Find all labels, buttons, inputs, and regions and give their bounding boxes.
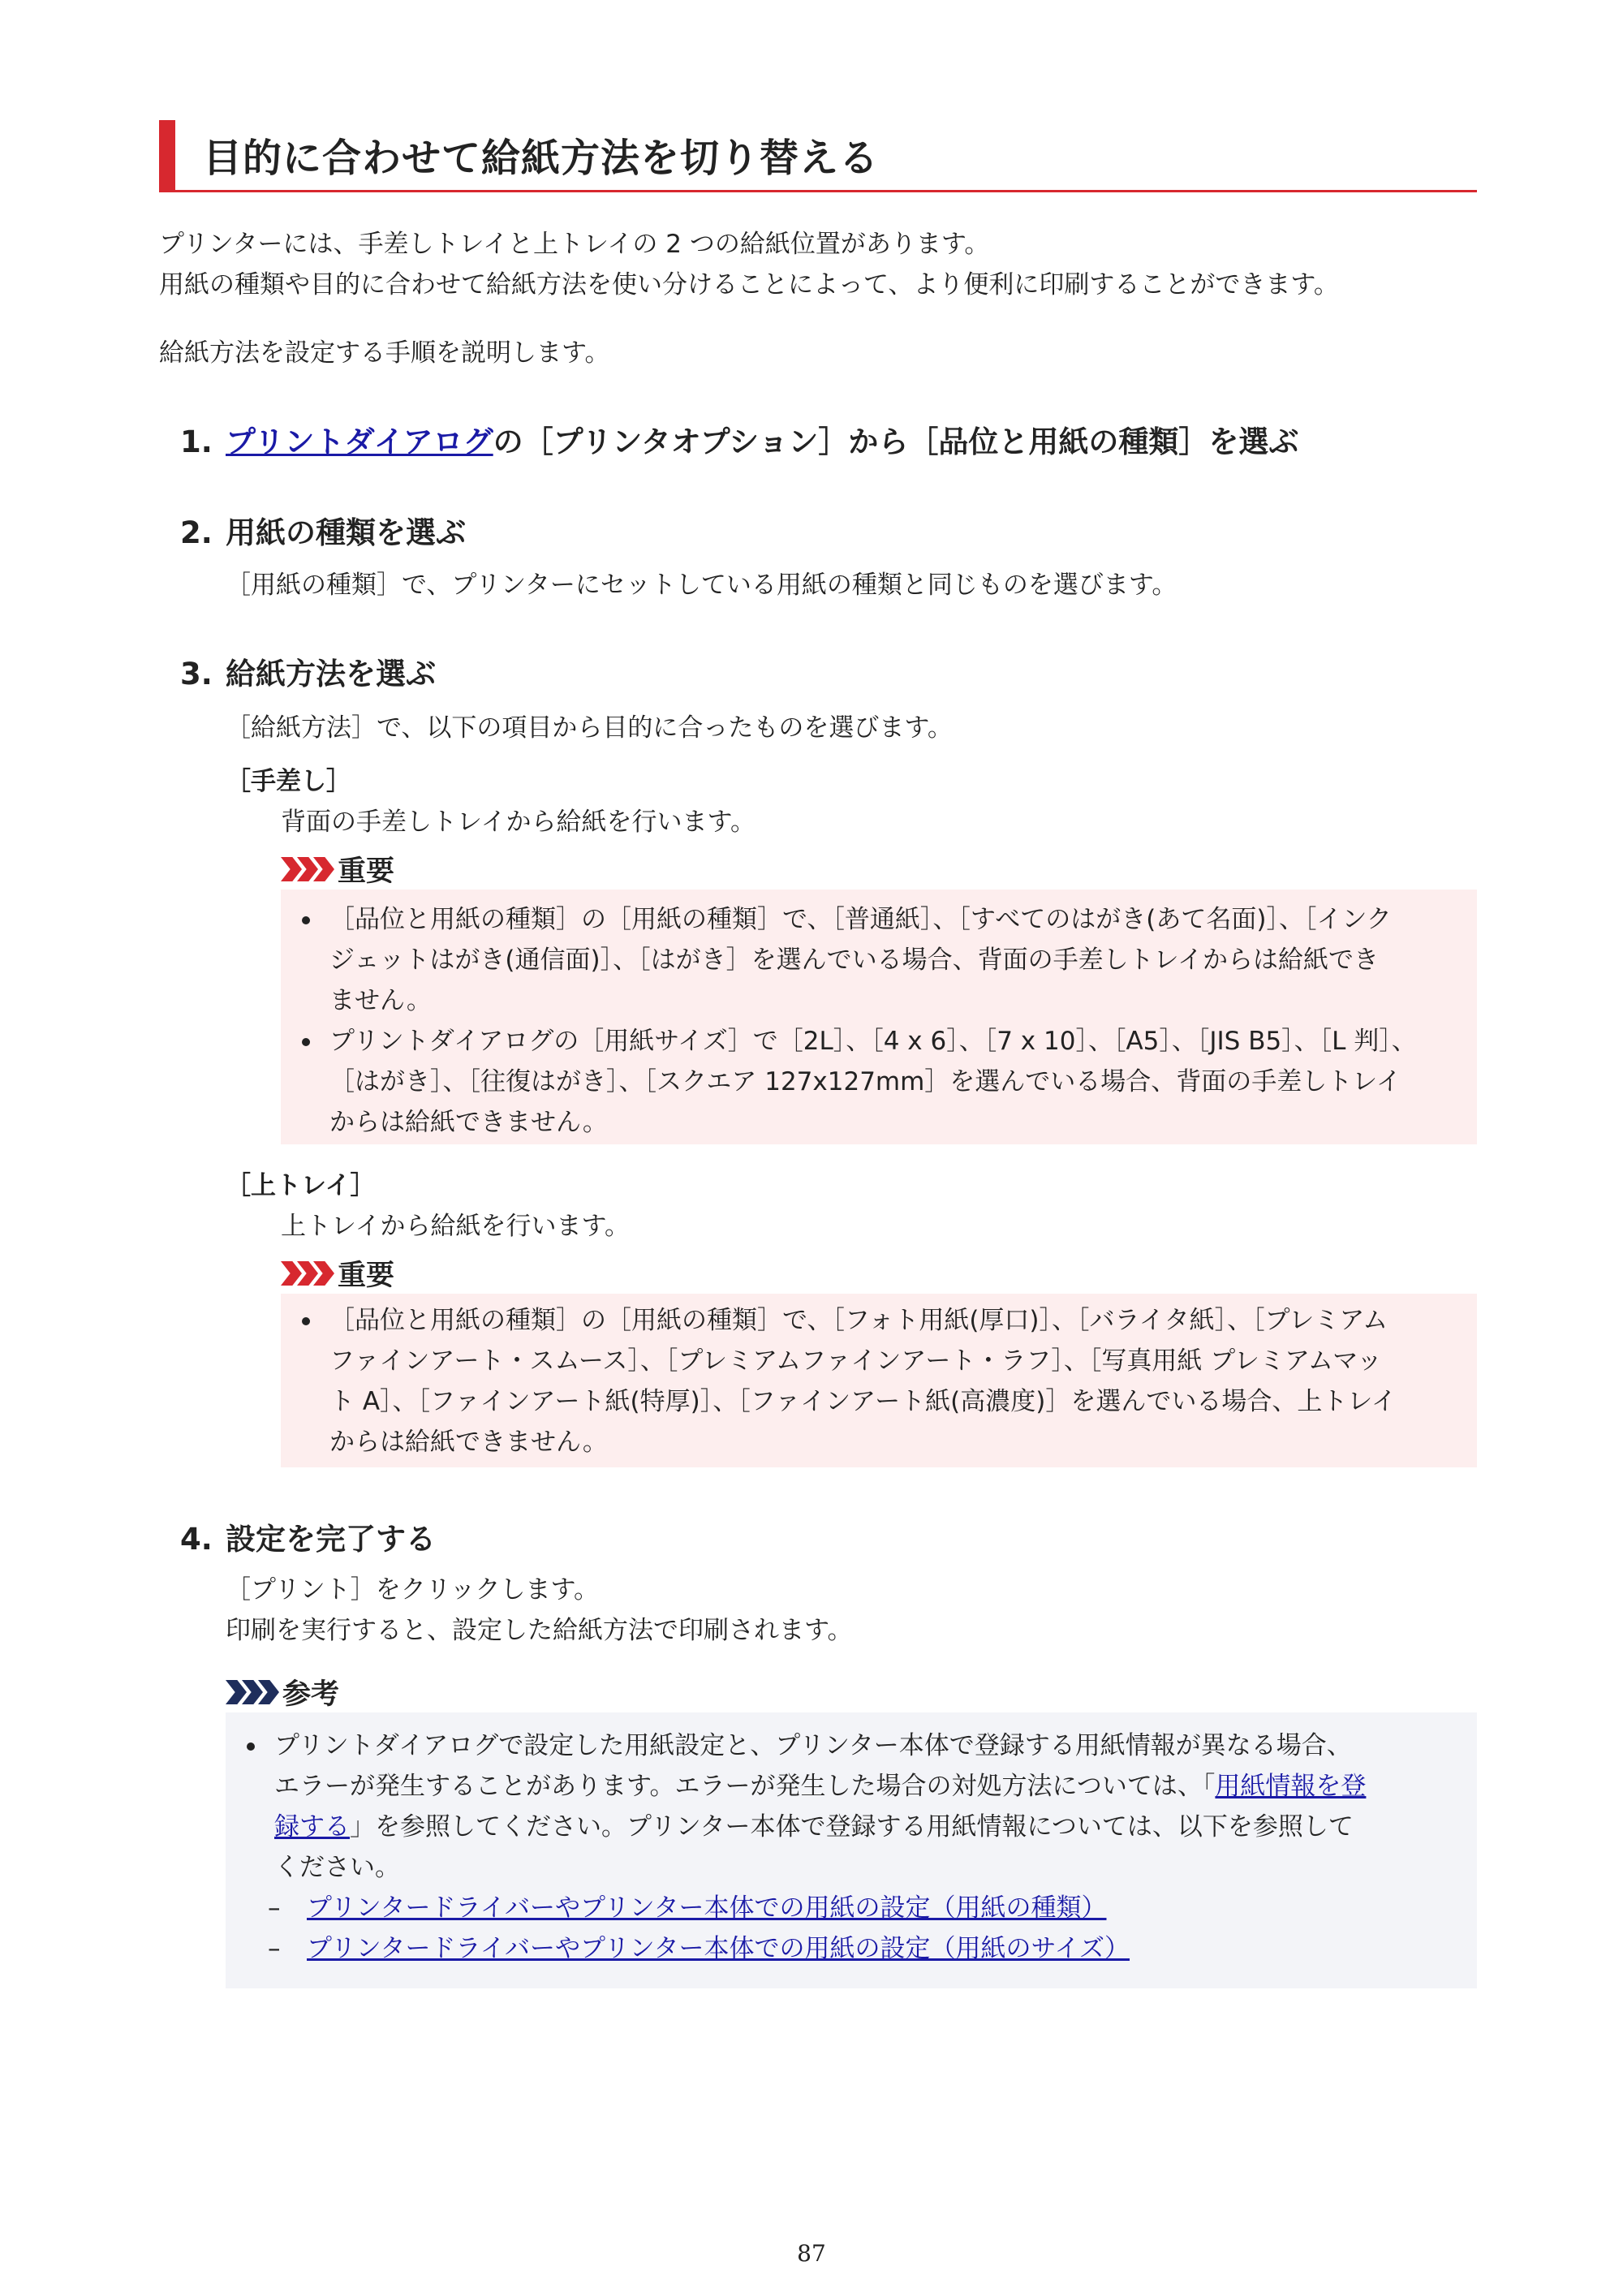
paper-size-settings-link[interactable]: プリンタードライバーやプリンター本体での用紙の設定（用紙のサイズ） bbox=[307, 1934, 1130, 1963]
important-chevron-icon bbox=[281, 1261, 329, 1286]
dash-icon: – bbox=[268, 1934, 281, 1963]
manual-important-box bbox=[281, 890, 1477, 1144]
step-1-heading bbox=[180, 417, 1298, 461]
manual-feed-label: ［手差し］ bbox=[226, 767, 351, 796]
bullet-icon bbox=[302, 916, 310, 924]
manual-feed-description: 背面の手差しトレイから給紙を行います。 bbox=[281, 808, 756, 837]
step-2-text: 用紙の種類を選ぶ bbox=[226, 515, 466, 550]
bullet-icon bbox=[247, 1742, 255, 1751]
top-tray-important-heading bbox=[281, 1253, 394, 1294]
step-3-number: 3. bbox=[180, 657, 213, 691]
top-tray-important-title: 重要 bbox=[338, 1260, 395, 1292]
note-line-2: エラーが発生することがあります。エラーが発生した場合の対処方法については、「 bbox=[274, 1772, 1216, 1801]
step-3-text: 給紙方法を選ぶ bbox=[226, 657, 436, 691]
intro-line-3: 給紙方法を設定する手順を説明します。 bbox=[159, 338, 610, 368]
manual-important-item: プリントダイアログの［用紙サイズ］で［2L］、［4 x 6］、［7 x 10］、［A5］、［JIS B5］、［L 判］、 ［はがき］、［往復はがき］、［スクエア 127x127mm］を選んでいる場合、背面の手差しトレイ からは給紙できません。 bbox=[281, 1021, 1477, 1143]
paper-type-settings-link[interactable]: プリンタードライバーやプリンター本体での用紙の設定（用紙の種類） bbox=[307, 1893, 1107, 1923]
title-block bbox=[159, 120, 1477, 192]
note-heading bbox=[226, 1672, 339, 1712]
note-item bbox=[226, 1725, 1477, 1888]
top-tray-important-box bbox=[281, 1294, 1477, 1467]
page-title: 目的に合わせて給紙方法を切り替える bbox=[203, 136, 880, 181]
bullet-icon bbox=[302, 1317, 310, 1325]
dash-icon: – bbox=[268, 1893, 281, 1923]
step-4-description-2: 印刷を実行すると、設定した給紙方法で印刷されます。 bbox=[226, 1616, 853, 1645]
note-line-3: 」を参照してください。プリンター本体で登録する用紙情報については、以下を参照して bbox=[350, 1812, 1354, 1842]
top-tray-label: ［上トレイ］ bbox=[226, 1171, 376, 1200]
bullet-icon bbox=[302, 1038, 310, 1046]
step-3-description: ［給紙方法］で、以下の項目から目的に合ったものを選びます。 bbox=[226, 713, 953, 743]
step-3-heading bbox=[180, 649, 436, 693]
intro-line-2: 用紙の種類や目的に合わせて給紙方法を使い分けることによって、より便利に印刷することができます。 bbox=[159, 270, 1339, 299]
note-box bbox=[226, 1712, 1477, 1988]
register-paper-info-link-cont[interactable]: 録する bbox=[274, 1812, 350, 1842]
step-1-text: の［プリンタオプション］から［品位と用紙の種類］を選ぶ bbox=[493, 424, 1299, 459]
register-paper-info-link[interactable]: 用紙情報を登 bbox=[1215, 1772, 1367, 1801]
note-line-1: プリントダイアログで設定した用紙設定と、プリンター本体で登録する用紙情報が異なる場合、 bbox=[274, 1731, 1352, 1760]
title-accent-bar bbox=[159, 120, 175, 190]
manual-important-heading bbox=[281, 849, 394, 890]
step-2-number: 2. bbox=[180, 515, 213, 550]
manual-important-title: 重要 bbox=[338, 855, 395, 888]
step-4-number: 4. bbox=[180, 1522, 213, 1557]
step-4-text: 設定を完了する bbox=[226, 1522, 436, 1557]
page-number: 87 bbox=[797, 2240, 826, 2267]
step-4-heading bbox=[180, 1514, 436, 1558]
step-4-description-1: ［プリント］をクリックします。 bbox=[226, 1575, 600, 1605]
step-1-number: 1. bbox=[180, 424, 213, 459]
note-sublink-1 bbox=[226, 1888, 1477, 1928]
important-chevron-icon bbox=[281, 857, 329, 881]
note-line-4: ください。 bbox=[274, 1853, 400, 1882]
note-sublink-2 bbox=[226, 1928, 1477, 1969]
top-tray-important-item: ［品位と用紙の種類］の［用紙の種類］で、［フォト用紙(厚口)］、［バライタ紙］、［プレミアム ファインアート・スムース］、［プレミアムファインアート・ラフ］、［写真用紙 プレミアムマッ ト A］、［ファインアート紙(特厚)］、［ファインアート紙(高濃度)］を選んでいる場合、上トレイ からは給紙できません。 bbox=[281, 1300, 1477, 1462]
top-tray-description: 上トレイから給紙を行います。 bbox=[281, 1212, 630, 1241]
step-2-description: ［用紙の種類］で、プリンターにセットしている用紙の種類と同じものを選びます。 bbox=[226, 571, 1177, 600]
manual-important-item: ［品位と用紙の種類］の［用紙の種類］で、［普通紙］、［すべてのはがき(あて名面)］、［インク ジェットはがき(通信面)］、［はがき］を選んでいる場合、背面の手差しトレイからは給紙でき ません。 bbox=[281, 899, 1477, 1021]
print-dialog-link[interactable]: プリントダイアログ bbox=[226, 424, 493, 459]
note-title: 参考 bbox=[282, 1678, 340, 1711]
step-2-heading bbox=[180, 508, 466, 552]
intro-line-1: プリンターには、手差しトレイと上トレイの 2 つの給紙位置があります。 bbox=[159, 230, 990, 259]
note-chevron-icon bbox=[226, 1680, 274, 1704]
